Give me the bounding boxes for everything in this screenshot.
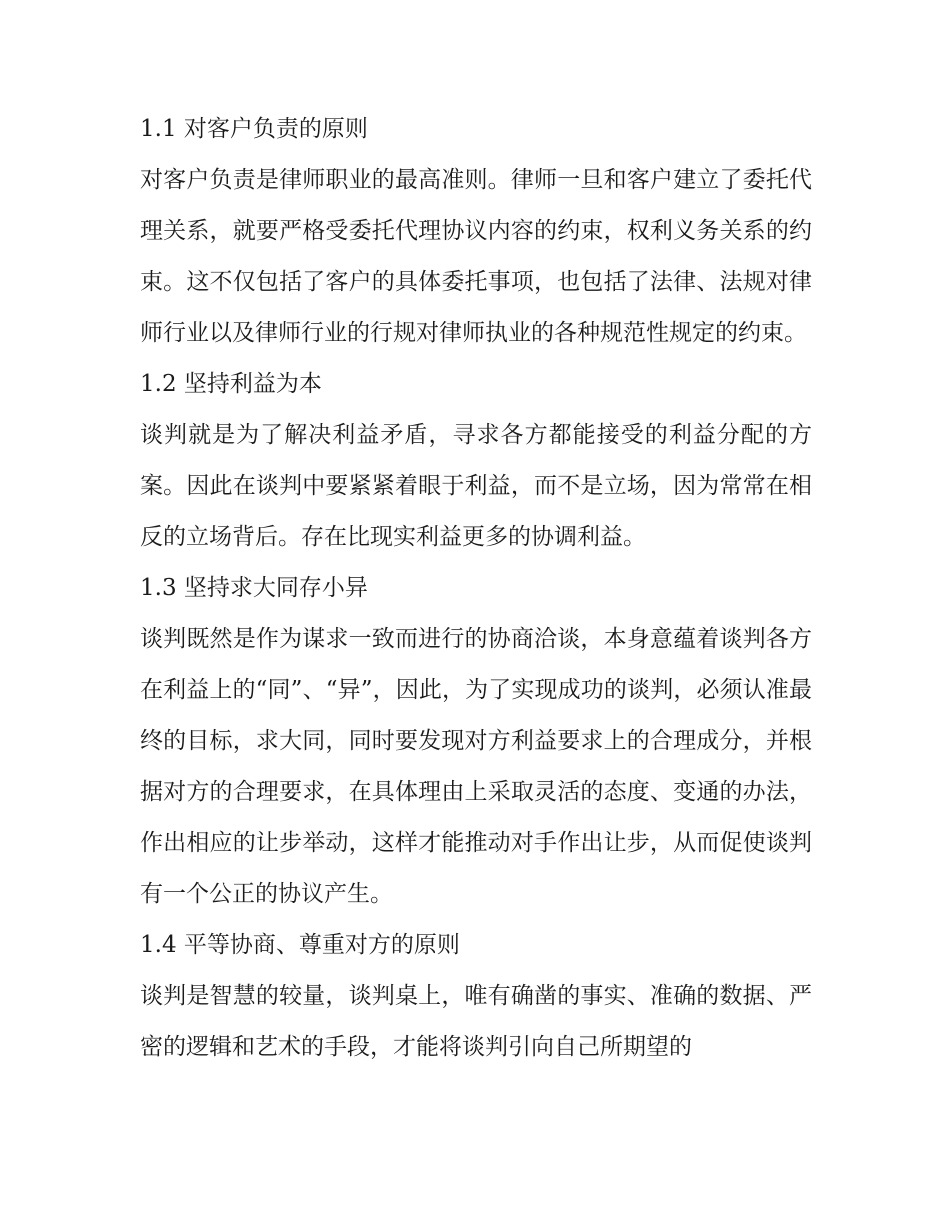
section-paragraph: 谈判就是为了解决利益矛盾，寻求各方都能接受的利益分配的方案。因此在谈判中要紧紧着眼于利益，而不是立场，因为常常在相反的立场背后。存在比现实利益更多的协调利益。 (140, 422, 812, 550)
document-page (140, 104, 812, 1073)
section-heading: 1.1 对客户负责的原则 (140, 116, 368, 142)
section-heading: 1.3 坚持求大同存小异 (140, 575, 368, 601)
section-1-3 (140, 563, 812, 920)
section-paragraph: 对客户负责是律师职业的最高准则。律师一旦和客户建立了委托代理关系，就要严格受委托代理协议内容的约束，权利义务关系的约束。这不仅包括了客户的具体委托事项，也包括了法律、法规对律师行业以及律师行业的行规对律师执业的各种规范性规定的约束。 (140, 167, 812, 346)
section-1-2 (140, 359, 812, 563)
section-paragraph: 谈判既然是作为谋求一致而进行的协商洽谈，本身意蕴着谈判各方在利益上的“同”、“异”，因此，为了实现成功的谈判，必须认准最终的目标，求大同，同时要发现对方利益要求上的合理成分，并根据对方的合理要求，在具体理由上采取灵活的态度、变通的办法，作出相应的让步举动，这样才能推动对手作出让步，从而促使谈判有一个公正的协议产生。 (140, 626, 812, 907)
section-heading: 1.2 坚持利益为本 (140, 371, 322, 397)
section-1-4 (140, 920, 812, 1073)
section-1-1 (140, 104, 812, 359)
section-heading: 1.4 平等协商、尊重对方的原则 (140, 932, 460, 958)
section-paragraph: 谈判是智慧的较量，谈判桌上，唯有确凿的事实、准确的数据、严密的逻辑和艺术的手段，才能将谈判引向自己所期望的 (140, 983, 812, 1060)
